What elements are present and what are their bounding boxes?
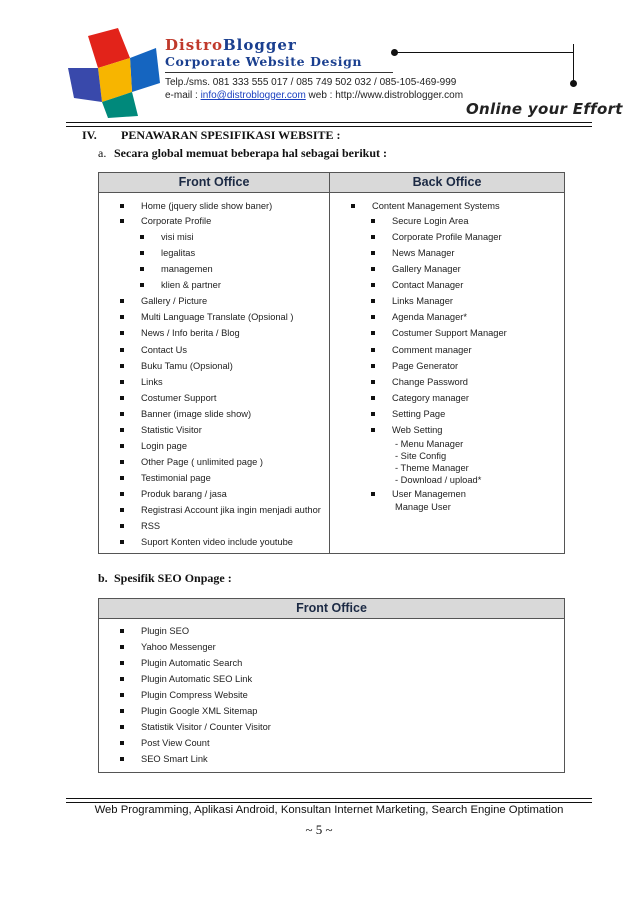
list-item	[141, 296, 207, 306]
bullet-icon	[140, 251, 144, 255]
list-item-text: Statistik Visitor / Counter Visitor	[141, 722, 271, 732]
list-item	[392, 345, 472, 355]
list-item-text: Contact Manager	[392, 280, 464, 290]
bullet-icon	[120, 476, 124, 480]
bullet-icon	[351, 204, 355, 208]
list-item	[392, 409, 445, 419]
bullet-icon	[120, 428, 124, 432]
list-item-text: Registrasi Account jika ingin menjadi author	[141, 505, 321, 515]
bullet-icon	[371, 348, 375, 352]
seo-table	[98, 598, 565, 773]
bullet-icon	[371, 380, 375, 384]
list-item	[392, 296, 453, 306]
seo-front-office-header: Front Office	[296, 601, 367, 615]
list-item	[141, 201, 272, 211]
list-item	[141, 754, 208, 764]
list-item-text: Page Generator	[392, 361, 459, 371]
list-item-text: Costumer Support Manager	[392, 328, 507, 338]
list-item-text: Gallery / Picture	[141, 296, 208, 306]
list-item-text: Comment manager	[392, 345, 472, 355]
list-item-text: Suport Konten video include youtube	[141, 537, 293, 547]
list-item	[392, 328, 507, 338]
bullet-icon	[140, 283, 144, 287]
list-item-text: Plugin Automatic SEO Link	[141, 674, 253, 684]
subsection-title: Secara global memuat beberapa hal sebagai berikut :	[114, 146, 387, 160]
list-item	[141, 393, 216, 403]
bullet-icon	[120, 725, 124, 729]
header-rule	[66, 122, 592, 127]
bullet-icon	[120, 299, 124, 303]
bullet-icon	[120, 540, 124, 544]
bullet-icon	[120, 348, 124, 352]
bullet-icon	[120, 380, 124, 384]
list-item	[392, 425, 442, 435]
list-item-text: Statistic Visitor	[141, 425, 202, 435]
list-item	[141, 361, 233, 371]
list-item	[161, 264, 213, 274]
ornament-dot	[570, 80, 577, 87]
list-item-text: Plugin SEO	[141, 626, 190, 636]
email-link[interactable]: info@distroblogger.com	[200, 90, 306, 101]
list-item	[161, 248, 195, 258]
list-item	[141, 658, 242, 668]
subsection-label: a.	[98, 146, 107, 160]
list-item-text: Setting Page	[392, 409, 446, 419]
bullet-icon	[140, 267, 144, 271]
list-item-text: Content Management Systems	[372, 201, 500, 211]
list-item	[141, 690, 248, 700]
list-item-text: Plugin Google XML Sitemap	[141, 706, 258, 716]
list-item	[392, 377, 468, 387]
bullet-icon	[120, 364, 124, 368]
bullet-icon	[371, 492, 375, 496]
list-item-text: Gallery Manager	[392, 264, 461, 274]
list-item-text: Plugin Compress Website	[141, 690, 248, 700]
brand-name: DistroBlogger	[165, 36, 297, 54]
list-item-text: Costumer Support	[141, 393, 217, 403]
list-item	[141, 409, 251, 419]
bullet-icon	[120, 396, 124, 400]
phone-line: Telp./sms. 081 333 555 017 / 085 749 502 032 / 085-105-469-999	[165, 77, 457, 88]
list-item-text: RSS	[141, 521, 161, 531]
bullet-icon	[371, 364, 375, 368]
list-item	[141, 722, 271, 732]
list-item: - Site Config	[395, 451, 447, 461]
list-item-text: legalitas	[161, 248, 196, 258]
list-item	[141, 441, 187, 451]
brand-tagline: Corporate Website Design	[165, 54, 363, 69]
list-item-text: Corporate Profile	[141, 216, 212, 226]
list-item	[392, 264, 461, 274]
distroblogger-logo	[68, 28, 168, 118]
footer-services: Web Programming, Aplikasi Android, Konsultan Internet Marketing, Search Engine Optimation	[94, 804, 564, 816]
slogan: Online your Effort	[466, 100, 623, 118]
ornament-vline	[573, 44, 574, 82]
list-item-text: Contact Us	[141, 345, 187, 355]
list-item-text: Links Manager	[392, 296, 453, 306]
list-item	[141, 674, 252, 684]
list-item: - Theme Manager	[395, 463, 469, 473]
list-item-text: News / Info berita / Blog	[141, 328, 240, 338]
bullet-icon	[371, 299, 375, 303]
bullet-icon	[120, 492, 124, 496]
bullet-icon	[371, 412, 375, 416]
bullet-icon	[120, 444, 124, 448]
list-item	[141, 706, 257, 716]
bullet-icon	[120, 508, 124, 512]
list-item	[141, 345, 187, 355]
list-item-text: SEO Smart Link	[141, 754, 208, 764]
bullet-icon	[120, 412, 124, 416]
list-item	[392, 312, 467, 322]
bullet-icon	[371, 428, 375, 432]
list-item	[141, 626, 189, 636]
list-item-text: Corporate Profile Manager	[392, 232, 502, 242]
list-item	[141, 377, 163, 387]
list-item-text: Multi Language Translate (Opsional )	[141, 312, 294, 322]
back-office-header: Back Office	[412, 175, 482, 189]
list-item	[141, 425, 202, 435]
list-item-text: Yahoo Messenger	[141, 642, 216, 652]
bullet-icon	[120, 460, 124, 464]
list-item-text: News Manager	[392, 248, 455, 258]
bullet-icon	[120, 661, 124, 665]
bullet-icon	[120, 645, 124, 649]
column-divider	[329, 173, 330, 553]
list-item	[141, 521, 160, 531]
web-setting-sublist	[395, 438, 481, 486]
list-item-text: Category manager	[392, 393, 469, 403]
list-item-text: Testimonial page	[141, 473, 211, 483]
list-item	[161, 232, 194, 242]
list-item: - Download / upload*	[395, 475, 482, 485]
list-item	[141, 505, 321, 515]
contact-info	[165, 76, 463, 102]
bullet-icon	[120, 757, 124, 761]
bullet-icon	[371, 219, 375, 223]
list-item	[141, 489, 227, 499]
list-item-text: Secure Login Area	[392, 216, 469, 226]
list-item-text: Change Password	[392, 377, 468, 387]
bullet-icon	[140, 235, 144, 239]
bullet-icon	[120, 677, 124, 681]
list-item	[141, 738, 210, 748]
bullet-icon	[371, 267, 375, 271]
list-item	[392, 280, 463, 290]
list-item-text: klien & partner	[161, 280, 221, 290]
list-item-text: visi misi	[161, 232, 194, 242]
front-office-header: Front Office	[178, 175, 250, 189]
list-item-text: Links	[141, 377, 163, 387]
section-title: PENAWARAN SPESIFIKASI WEBSITE :	[121, 128, 341, 142]
list-item	[392, 361, 458, 371]
list-item	[392, 248, 455, 258]
subsection-title: Spesifik SEO Onpage :	[114, 571, 232, 585]
list-item	[141, 216, 211, 226]
bullet-icon	[371, 283, 375, 287]
list-item	[141, 642, 216, 652]
user-management-sublist	[395, 501, 451, 513]
list-item	[392, 489, 466, 499]
footer-rule	[66, 798, 592, 803]
bullet-icon	[120, 629, 124, 633]
email-line: e-mail : info@distroblogger.com web : http://www.distroblogger.com	[165, 90, 464, 101]
bullet-icon	[120, 331, 124, 335]
ornament-line	[395, 52, 573, 53]
bullet-icon	[371, 251, 375, 255]
bullet-icon	[371, 396, 375, 400]
list-item-text: Login page	[141, 441, 188, 451]
list-item	[161, 280, 221, 290]
list-item-text: Produk barang / jasa	[141, 489, 227, 499]
list-item	[392, 393, 469, 403]
list-item: - Menu Manager	[395, 439, 464, 449]
list-item-text: Banner (image slide show)	[141, 409, 252, 419]
section-number: IV.	[82, 128, 97, 142]
list-item	[141, 312, 293, 322]
bullet-icon	[371, 235, 375, 239]
bullet-icon	[120, 315, 124, 319]
list-item-text: Post View Count	[141, 738, 210, 748]
bullet-icon	[120, 204, 124, 208]
subsection-label: b.	[98, 571, 108, 585]
bullet-icon	[120, 741, 124, 745]
bullet-icon	[120, 219, 124, 223]
list-item	[392, 232, 502, 242]
list-item	[372, 201, 500, 211]
list-item-text: Web Setting	[392, 425, 443, 435]
list-item	[392, 216, 469, 226]
list-item-text: Buku Tamu (Opsional)	[141, 361, 233, 371]
bullet-icon	[371, 315, 375, 319]
bullet-icon	[120, 693, 124, 697]
list-item-text: User Managemen	[392, 489, 466, 499]
bullet-icon	[120, 524, 124, 528]
list-item	[141, 473, 211, 483]
features-table	[98, 172, 565, 554]
bullet-icon	[120, 709, 124, 713]
list-item: Manage User	[395, 502, 451, 512]
list-item-text: Other Page ( unlimited page )	[141, 457, 263, 467]
list-item	[141, 457, 263, 467]
list-item-text: Agenda Manager*	[392, 312, 467, 322]
header-divider	[165, 72, 393, 73]
list-item-text: Home (jquery slide show baner)	[141, 201, 273, 211]
page-number: ~ 5 ~	[305, 822, 333, 837]
bullet-icon	[371, 331, 375, 335]
list-item	[141, 537, 293, 547]
list-item-text: Plugin Automatic Search	[141, 658, 243, 668]
list-item	[141, 328, 240, 338]
list-item-text: managemen	[161, 264, 213, 274]
